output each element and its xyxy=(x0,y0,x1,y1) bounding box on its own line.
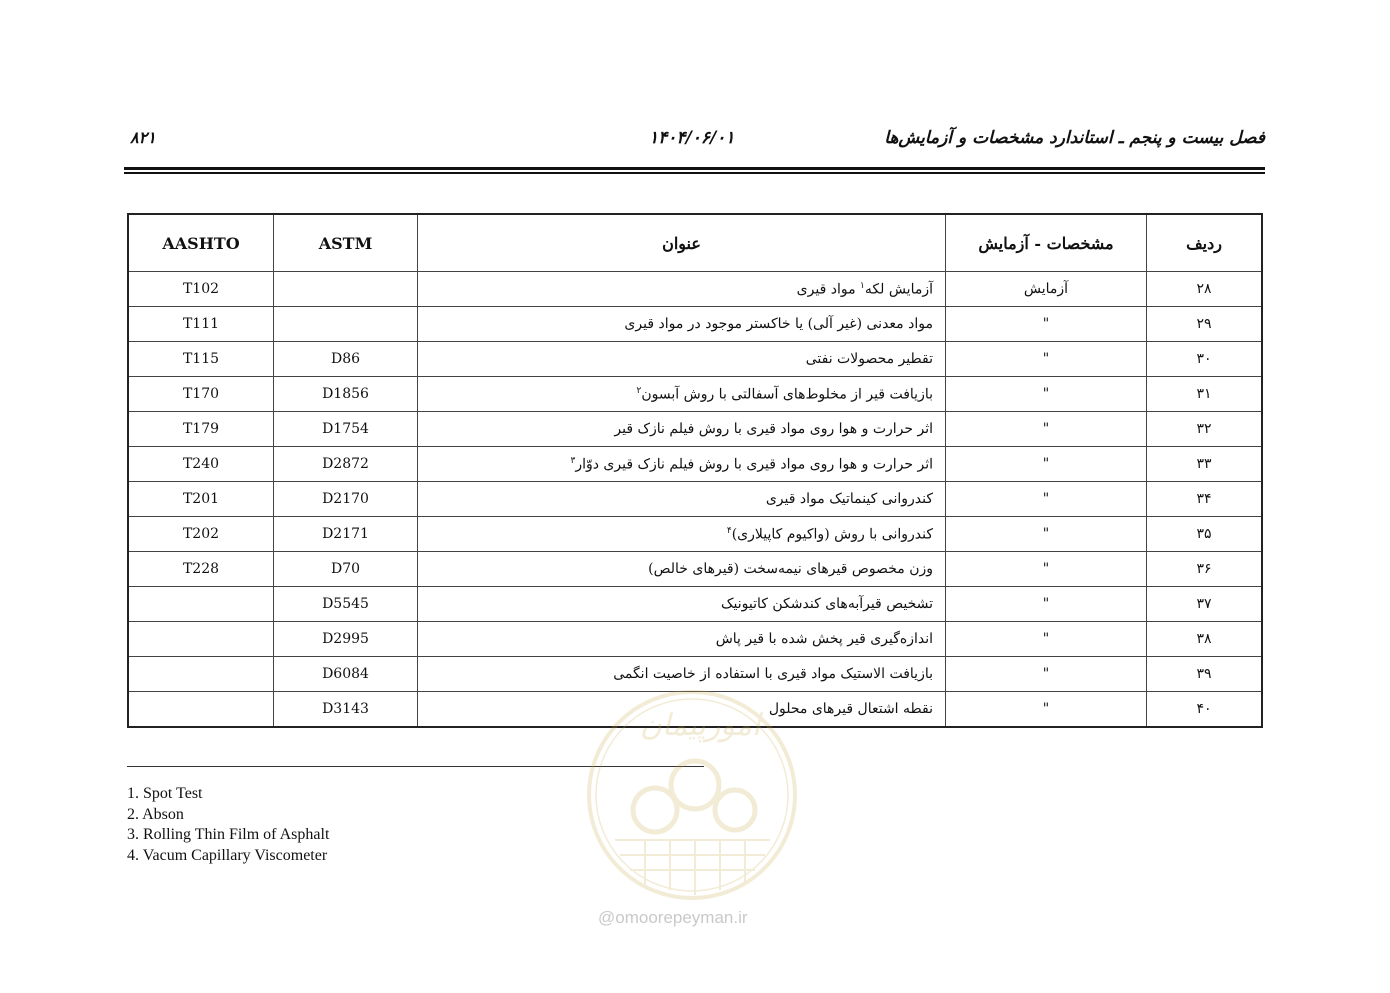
table-body xyxy=(128,272,1262,728)
table-row xyxy=(128,517,1262,552)
footnote-marker: ۳ xyxy=(570,455,576,466)
col-header-astm: ASTM xyxy=(274,214,418,272)
cell-row-number: ۲۸ xyxy=(1147,272,1263,307)
cell-row-number: ۳۶ xyxy=(1147,552,1263,587)
col-header-row: ردیف xyxy=(1147,214,1263,272)
table-row xyxy=(128,377,1262,412)
cell-title xyxy=(418,272,946,307)
cell-astm: D2170 xyxy=(274,482,418,517)
cell-aashto: T228 xyxy=(128,552,274,587)
chapter-title: فصل بیست و پنجم ـ استاندارد مشخصات و آزمایش‌ها xyxy=(884,128,1265,148)
title-text: آزمایش لکه xyxy=(864,281,933,298)
footnote-marker: ۱ xyxy=(860,280,865,291)
cell-spec: " xyxy=(946,342,1147,377)
cell-row-number: ۳۷ xyxy=(1147,587,1263,622)
cell-astm xyxy=(274,272,418,307)
cell-spec: " xyxy=(946,657,1147,692)
cell-title xyxy=(418,657,946,692)
cell-title xyxy=(418,587,946,622)
title-text: اثر حرارت و هوا روی مواد قیری با روش فیلم نازک قیری دوّار xyxy=(575,456,933,473)
title-text: تقطیر محصولات نفتی xyxy=(805,351,933,367)
cell-astm: D1754 xyxy=(274,412,418,447)
page-header xyxy=(124,128,1265,154)
cell-aashto: T111 xyxy=(128,307,274,342)
title-text: بازیافت الاستیک مواد قیری با استفاده از خاصیت انگمی xyxy=(613,666,933,682)
title-text: اندازه‌گیری قیر پخش شده با قیر پاش xyxy=(715,631,933,647)
cell-row-number: ۲۹ xyxy=(1147,307,1263,342)
cell-spec: " xyxy=(946,447,1147,482)
cell-spec: " xyxy=(946,587,1147,622)
cell-spec: آزمایش xyxy=(946,272,1147,307)
page-number: ۸۲۱ xyxy=(130,128,156,147)
cell-title xyxy=(418,622,946,657)
cell-row-number: ۳۳ xyxy=(1147,447,1263,482)
cell-astm: D86 xyxy=(274,342,418,377)
table-row xyxy=(128,657,1262,692)
svg-text:امورپیمان: امورپیمان xyxy=(639,708,761,743)
cell-aashto: T179 xyxy=(128,412,274,447)
table-row xyxy=(128,622,1262,657)
cell-astm: D2171 xyxy=(274,517,418,552)
footnote-1: 1. Spot Test xyxy=(127,785,203,802)
cell-title xyxy=(418,517,946,552)
cell-aashto xyxy=(128,587,274,622)
cell-row-number: ۴۰ xyxy=(1147,692,1263,728)
title-text: تشخیص قیرآبه‌های کندشکن کاتیونیک xyxy=(721,596,933,612)
footnotes xyxy=(127,784,329,866)
title-text: نقطه اشتعال قیرهای محلول xyxy=(768,701,933,717)
title-text: اثر حرارت و هوا روی مواد قیری با روش فیلم نازک قیر xyxy=(614,421,933,437)
cell-astm xyxy=(274,307,418,342)
cell-astm: D3143 xyxy=(274,692,418,728)
footnote-2: 2. Abson xyxy=(127,805,184,823)
watermark-text: @omoorepeyman.ir xyxy=(598,908,748,927)
table-row xyxy=(128,307,1262,342)
cell-aashto: T170 xyxy=(128,377,274,412)
table-row xyxy=(128,552,1262,587)
header-rule-thin xyxy=(124,172,1265,174)
cell-title xyxy=(418,342,946,377)
footnote-marker: ۴ xyxy=(726,525,732,536)
table-row xyxy=(128,692,1262,728)
table-header-row xyxy=(128,214,1262,272)
table-row xyxy=(128,447,1262,482)
cell-spec: " xyxy=(946,552,1147,587)
cell-row-number: ۳۰ xyxy=(1147,342,1263,377)
cell-row-number: ۳۴ xyxy=(1147,482,1263,517)
cell-astm: D2872 xyxy=(274,447,418,482)
cell-astm: D2995 xyxy=(274,622,418,657)
cell-title xyxy=(418,307,946,342)
footnote-marker: ۲ xyxy=(636,385,642,396)
cell-astm: D6084 xyxy=(274,657,418,692)
cell-astm: D5545 xyxy=(274,587,418,622)
cell-astm: D1856 xyxy=(274,377,418,412)
cell-aashto xyxy=(128,692,274,728)
cell-spec: " xyxy=(946,412,1147,447)
header-date: ۱۴۰۴/۰۶/۰۱ xyxy=(649,128,735,148)
table-row xyxy=(128,587,1262,622)
cell-title xyxy=(418,412,946,447)
cell-row-number: ۳۹ xyxy=(1147,657,1263,692)
col-header-spec: مشخصات - آزمایش xyxy=(946,214,1147,272)
cell-row-number: ۳۸ xyxy=(1147,622,1263,657)
table-row xyxy=(128,342,1262,377)
cell-row-number: ۳۲ xyxy=(1147,412,1263,447)
cell-aashto: T102 xyxy=(128,272,274,307)
table-row xyxy=(128,482,1262,517)
title-text: بازیافت قیر از مخلوط‌های آسفالتی با روش آبسون xyxy=(641,386,933,403)
cell-spec: " xyxy=(946,307,1147,342)
title-text: کندروانی با روش (واکیوم کاپیلاری) xyxy=(731,526,933,543)
table-row xyxy=(128,272,1262,307)
cell-aashto: T201 xyxy=(128,482,274,517)
cell-aashto: T115 xyxy=(128,342,274,377)
cell-aashto xyxy=(128,657,274,692)
cell-aashto xyxy=(128,622,274,657)
title-text-tail: مواد قیری xyxy=(796,281,861,298)
cell-spec: " xyxy=(946,622,1147,657)
col-header-aashto: AASHTO xyxy=(128,214,274,272)
table-row xyxy=(128,412,1262,447)
cell-title xyxy=(418,552,946,587)
cell-title xyxy=(418,377,946,412)
cell-spec: " xyxy=(946,482,1147,517)
cell-aashto: T240 xyxy=(128,447,274,482)
col-header-title: عنوان xyxy=(418,214,946,272)
cell-spec: " xyxy=(946,692,1147,728)
title-text: کندروانی کینماتیک مواد قیری xyxy=(765,491,933,507)
footnote-4: 4. Vacum Capillary Viscometer xyxy=(127,846,328,864)
cell-row-number: ۳۱ xyxy=(1147,377,1263,412)
cell-astm: D70 xyxy=(274,552,418,587)
title-text: مواد معدنی (غیر آلی) یا خاکستر موجود در مواد قیری xyxy=(624,316,933,332)
cell-spec: " xyxy=(946,377,1147,412)
cell-spec: " xyxy=(946,517,1147,552)
cell-aashto: T202 xyxy=(128,517,274,552)
cell-title xyxy=(418,692,946,728)
cell-title xyxy=(418,447,946,482)
footnote-3: 3. Rolling Thin Film of Asphalt xyxy=(127,826,330,843)
cell-row-number: ۳۵ xyxy=(1147,517,1263,552)
standards-table xyxy=(127,213,1263,728)
cell-title xyxy=(418,482,946,517)
title-text: وزن مخصوص قیرهای نیمه‌سخت (قیرهای خالص) xyxy=(648,561,933,577)
footnote-rule xyxy=(127,766,704,767)
header-rule-thick xyxy=(124,167,1265,170)
